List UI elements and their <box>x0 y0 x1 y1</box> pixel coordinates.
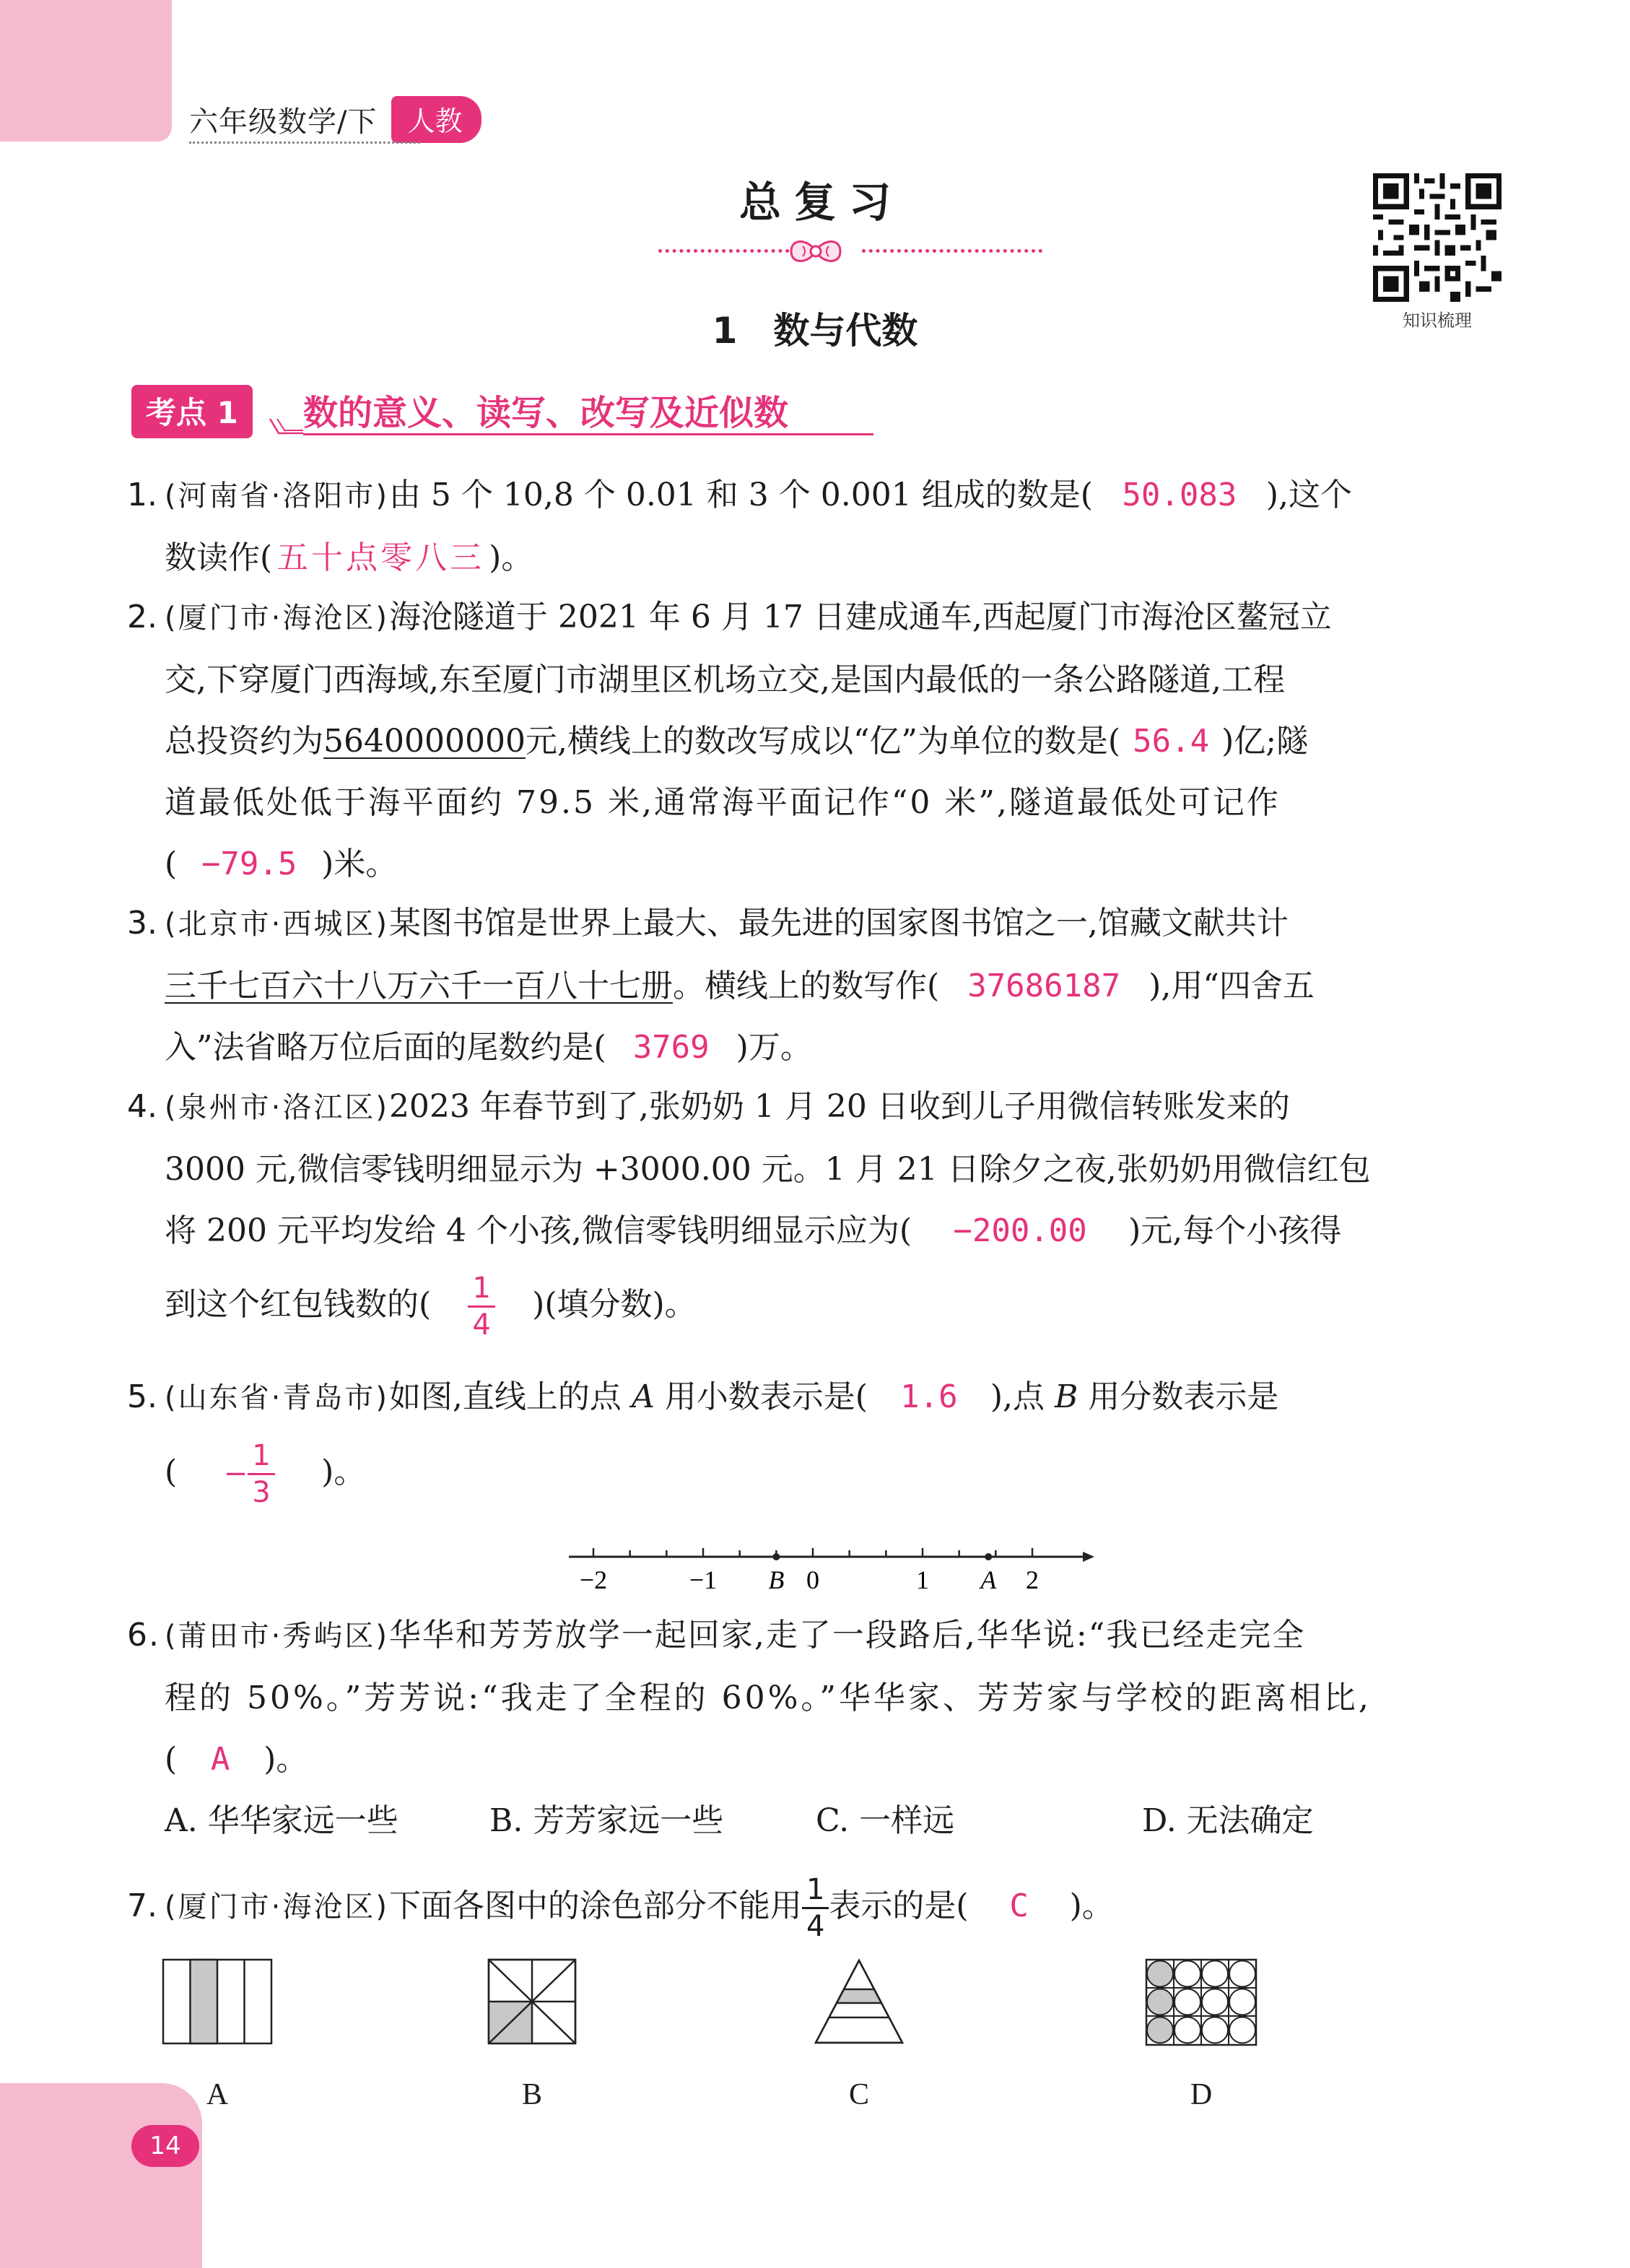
question-text: )万。 <box>736 1029 812 1066</box>
question-5 <box>127 1366 1510 1517</box>
figure-b-label: B <box>521 2078 542 2111</box>
question-source: (莆田市·秀屿区) <box>165 1620 389 1653</box>
answer-blank[interactable]: C <box>1009 1887 1029 1924</box>
question-source: (泉州市·洛江区) <box>165 1091 389 1124</box>
key-point-title: 数的意义、读写、改写及近似数 <box>303 393 789 433</box>
tick-label: 0 <box>806 1565 819 1594</box>
question-text: 。横线上的数写作( <box>673 968 940 1004</box>
question-source: (河南省·洛阳市) <box>165 479 389 513</box>
book-title: 六年级数学/下 <box>189 105 378 139</box>
question-number: 6. <box>127 1617 160 1654</box>
fraction-answer: $\frac{1}{3}$ <box>248 1441 274 1507</box>
title-dots-right <box>862 249 1042 253</box>
question-source: (北京市·西城区) <box>165 908 389 941</box>
question-3 <box>127 892 1510 1078</box>
question-text: ),用“四舍五 <box>1149 968 1315 1004</box>
question-text: 数读作( <box>165 539 273 576</box>
option-c[interactable]: C. 一样远 <box>816 1802 955 1839</box>
fraction: $\frac{1}{4}$ <box>802 1875 829 1941</box>
answer-blank[interactable]: −200.00 <box>953 1212 1087 1249</box>
question-text: 将 200 元平均发给 4 个小孩,微信零钱明细显示应为( <box>165 1212 912 1249</box>
point-a-label: A <box>631 1378 655 1415</box>
question-text: 某图书馆是世界上最大、最先进的国家图书馆之一,馆藏文献共计 <box>388 905 1289 942</box>
running-header <box>189 96 481 143</box>
question-source: (厦门市·海沧区) <box>165 601 389 635</box>
tick-label: 2 <box>1026 1565 1039 1594</box>
answer-blank[interactable]: −79.5 <box>201 846 297 882</box>
page-number: 14 <box>131 2125 199 2167</box>
qr-code-icon[interactable] <box>1373 173 1502 302</box>
option-d[interactable]: D. 无法确定 <box>1142 1802 1314 1839</box>
question-text: 入”法省略万位后面的尾数约是( <box>165 1029 606 1066</box>
point-b-marker <box>772 1553 780 1560</box>
question-text: 由 5 个 10,8 个 0.01 和 3 个 0.001 组成的数是( <box>388 477 1093 513</box>
question-text: )亿;隧 <box>1221 723 1309 760</box>
answer-blank[interactable]: 五十点零八三 <box>276 539 485 576</box>
question-text: )(填分数)。 <box>532 1286 697 1323</box>
point-a-label: A <box>980 1565 997 1594</box>
figure-a[interactable] <box>162 1958 273 2045</box>
question-text: 总投资约为 <box>165 723 323 760</box>
arrow-icon <box>1083 1552 1094 1562</box>
question-number: 3. <box>127 905 157 942</box>
answer-blank[interactable]: 50.083 <box>1122 477 1237 513</box>
page-title: 总复习 <box>738 178 904 227</box>
answer-blank[interactable] <box>431 1261 532 1348</box>
tick-label: −1 <box>689 1565 718 1594</box>
header-rule <box>189 142 420 144</box>
edition-badge: 人教 <box>391 96 481 143</box>
point-a-marker <box>985 1553 992 1560</box>
question-text: 海沧隧道于 2021 年 6 月 17 日建成通车,西起厦门市海沧区鳌冠立 <box>388 599 1332 635</box>
question-text: ( <box>165 846 178 882</box>
question-text: ),这个 <box>1265 477 1353 513</box>
question-number: 2. <box>127 599 157 635</box>
answer-blank[interactable]: − $\frac{1}{3}$ <box>177 1429 321 1517</box>
answer-blank[interactable]: 1.6 <box>900 1378 958 1415</box>
question-text: ( <box>165 1741 178 1778</box>
question-text: 元,横线上的数改写成以“亿”为单位的数是( <box>525 723 1121 760</box>
question-text: )。 <box>1069 1887 1114 1924</box>
figure-options <box>159 1958 1271 2117</box>
number-line <box>562 1529 1096 1602</box>
answer-blank[interactable]: 3769 <box>632 1029 710 1066</box>
question-text: )元,每个小孩得 <box>1128 1212 1342 1249</box>
figure-c-label: C <box>848 2078 869 2111</box>
question-text: )。 <box>489 539 533 576</box>
question-number: 4. <box>127 1088 157 1125</box>
question-text: 到这个红包钱数的( <box>165 1286 432 1323</box>
point-b-label: B <box>1055 1378 1078 1415</box>
question-source: (山东省·青岛市) <box>165 1381 389 1415</box>
swoosh-icon <box>269 416 305 436</box>
tick-label: 1 <box>916 1565 929 1594</box>
question-text: )米。 <box>321 846 398 882</box>
question-number: 7. <box>127 1887 157 1924</box>
question-text: )。 <box>263 1741 308 1778</box>
question-text: 用分数表示是 <box>1088 1378 1279 1415</box>
bow-icon <box>787 233 845 269</box>
question-text: 程的 50%。”芳芳说:“我走了全程的 60%。”华华家、芳芳家与学校的距离相比, <box>165 1680 1372 1716</box>
figure-c[interactable] <box>814 1958 904 2045</box>
figure-b[interactable] <box>487 1958 577 2045</box>
key-point-badge: 考点 1 <box>131 385 253 438</box>
question-4 <box>127 1076 1510 1348</box>
question-text: 2023 年春节到了,张奶奶 1 月 20 日收到儿子用微信转账发来的 <box>388 1088 1290 1125</box>
answer-blank[interactable]: 56.4 <box>1133 723 1210 760</box>
section-title: 1 数与代数 <box>712 310 918 352</box>
qr-label: 知识梳理 <box>1403 310 1472 331</box>
underlined-words: 三千七百六十八万六千一百八十七册 <box>165 968 673 1004</box>
question-text: ),点 <box>990 1378 1045 1415</box>
corner-decoration-top <box>0 0 172 142</box>
question-2 <box>127 586 1510 895</box>
question-source: (厦门市·海沧区) <box>165 1890 389 1924</box>
tick-label: −2 <box>579 1565 608 1594</box>
question-text: 华华和芳芳放学一起回家,走了一段路后,华华说:“我已经走完全 <box>388 1617 1306 1654</box>
question-text: 交,下穿厦门西海域,东至厦门市湖里区机场立交,是国内最低的一条公路隧道,工程 <box>165 661 1285 698</box>
question-6 <box>127 1604 1510 1851</box>
underlined-number: 5640000000 <box>323 723 526 760</box>
question-text: 如图,直线上的点 <box>388 1378 622 1415</box>
question-text: ( <box>165 1454 178 1490</box>
answer-blank[interactable]: 37686187 <box>967 968 1121 1004</box>
question-7 <box>127 1863 1510 1950</box>
question-number: 5. <box>127 1378 157 1415</box>
figure-d[interactable] <box>1145 1958 1258 2046</box>
point-b-label: B <box>768 1565 785 1594</box>
question-1 <box>127 464 1510 588</box>
key-point-underline <box>303 433 873 435</box>
question-number: 1. <box>127 477 157 513</box>
option-a[interactable]: A. 华华家远一些 <box>165 1802 398 1839</box>
option-b[interactable]: B. 芳芳家远一些 <box>489 1802 724 1839</box>
question-text: 表示的是( <box>829 1887 969 1924</box>
question-text: 用小数表示是( <box>664 1378 868 1415</box>
question-text: 下面各图中的涂色部分不能用 <box>388 1887 802 1924</box>
question-text: 道最低处低于海平面约 79.5 米,通常海平面记作“0 米”,隧道最低处可记作 <box>165 784 1281 821</box>
figure-a-label: A <box>206 2078 229 2111</box>
fraction-answer: $\frac{1}{4}$ <box>468 1274 494 1339</box>
question-text: 3000 元,微信零钱明细显示为 +3000.00 元。1 月 21 日除夕之夜,张奶奶用微信红包 <box>165 1151 1371 1188</box>
question-text: )。 <box>321 1454 366 1490</box>
figure-d-label: D <box>1190 2078 1213 2111</box>
answer-blank[interactable]: A <box>210 1741 230 1778</box>
